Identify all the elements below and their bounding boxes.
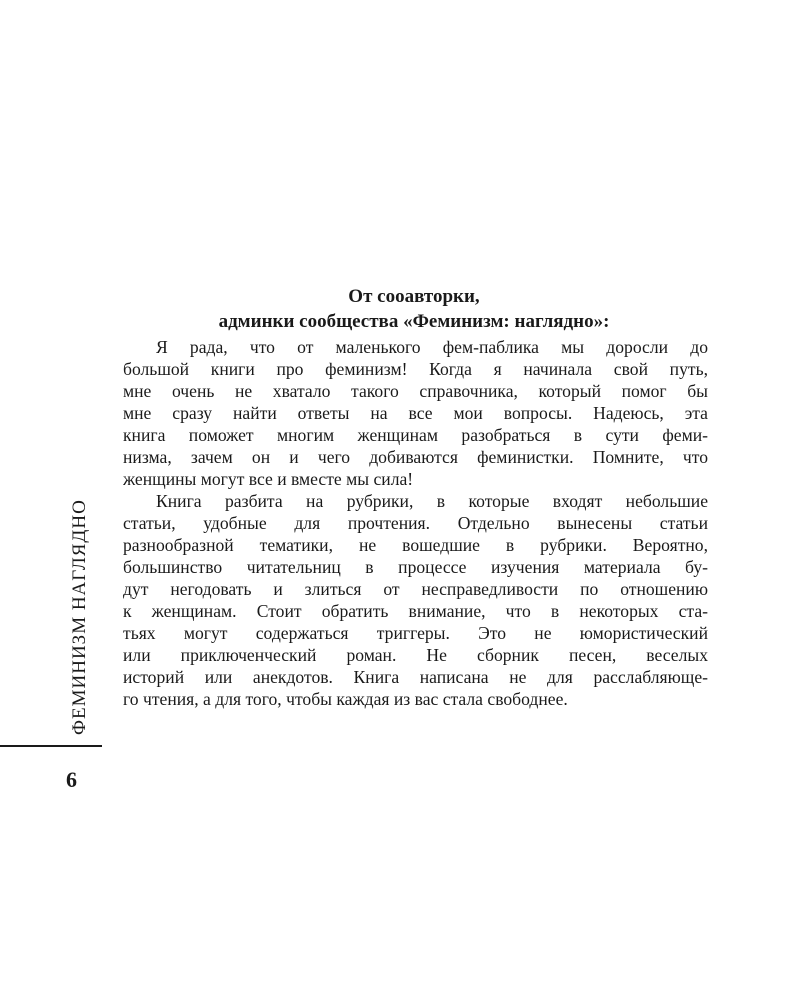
running-title	[66, 487, 94, 735]
paragraph-1-line: большой книги про феминизм! Когда я начинала свой путь,	[123, 359, 708, 379]
running-title-text: ФЕМИНИЗМ НАГЛЯДНО	[69, 499, 90, 735]
paragraph-2-line: историй или анекдотов. Книга написана не для расслабляюще-	[123, 667, 708, 687]
paragraph-2-line: разнообразной тематики, не вошедшие в рубрики. Вероятно,	[123, 535, 708, 555]
paragraph-1-line: женщины могут все и вместе мы сила!	[123, 469, 414, 489]
paragraph-2-line: тьях могут содержаться триггеры. Это не юмористический	[123, 623, 708, 643]
heading-line-1: От сооавторки,	[348, 286, 480, 307]
paragraph-1-line: низма, зачем он и чего добиваются феминистки. Помните, что	[123, 447, 708, 467]
margin-rule	[0, 745, 102, 747]
body-text	[123, 336, 708, 710]
paragraph-2-line: к женщинам. Стоит обратить внимание, что в некоторых ста-	[123, 601, 708, 621]
page-number: 6	[66, 767, 77, 792]
paragraph-1-line: мне сразу найти ответы на все мои вопросы. Надеюсь, эта	[123, 403, 708, 423]
section-heading	[120, 284, 708, 334]
paragraph-2-line: го чтения, а для того, чтобы каждая из вас стала свободнее.	[123, 689, 568, 709]
paragraph-1-line: Я рада, что от маленького фем-паблика мы доросли до	[156, 337, 708, 357]
paragraph-2-line: или приключенческий роман. Не сборник песен, веселых	[123, 645, 708, 665]
paragraph-1-line: книга поможет многим женщинам разобраться в сути феми-	[123, 425, 708, 445]
heading-line-2: админки сообщества «Феминизм: наглядно»:	[218, 311, 610, 332]
paragraph-2-line: Книга разбита на рубрики, в которые входят небольшие	[156, 491, 708, 511]
paragraph-1-line: мне очень не хватало такого справочника, который помог бы	[123, 381, 708, 401]
paragraph-2-line: статьи, удобные для прочтения. Отдельно вынесены статьи	[123, 513, 708, 533]
paragraph-2-line: большинство читательниц в процессе изучения материала бу-	[123, 557, 708, 577]
paragraph-2-line: дут негодовать и злиться от несправедливости по отношению	[123, 579, 708, 599]
